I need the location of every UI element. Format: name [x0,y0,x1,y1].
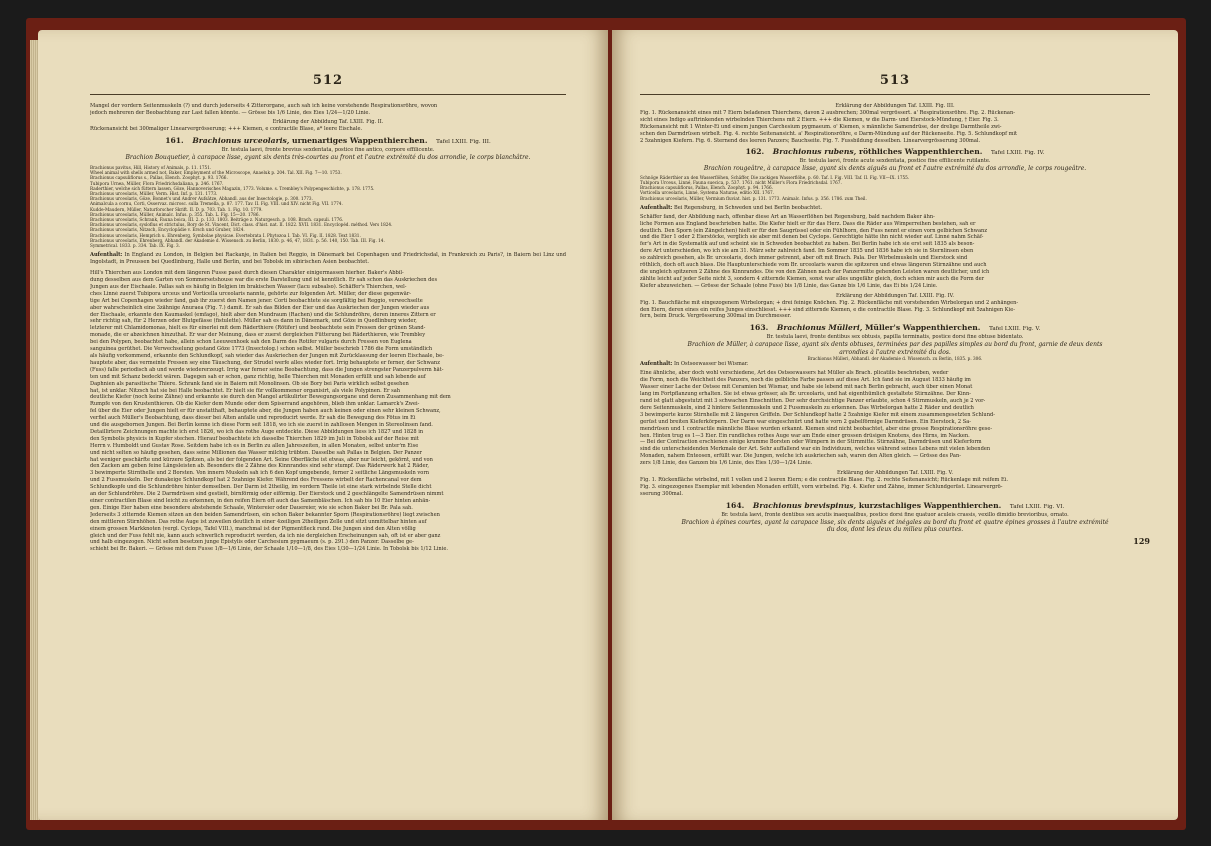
species-number: 161. [165,135,184,145]
text-line: Fig. 1. Rückenfläche wirbelnd, mit 1 vollen und 2 leeren Eiern; e die contractile Blase. Fig. 2. rechte Seitenansicht; Rückenlage mit reifem Ei. [640,476,1008,483]
species-latin-name: Brachionus urceolaris, [192,135,290,145]
text-line: dere Seitenmuskeln, sind 2 hintere Seitenmuskeln und 2 Fussmuskeln zu erkennen. Das Wirbelorgan hatte 2 Räder und deutlich [640,404,974,411]
text-line: Mangel der vordern Seitenmuskeln (?) und durch jederseits 4 Zitterorgane, auch sah ich keine vorstehende Respirationsröhre, wovon [90,103,438,109]
synonymy-list [90,165,566,248]
right-page [612,30,1178,820]
species-german-name: röthliches Wappenthierchen. [858,147,983,157]
text-line: schieht bei Br. Bakeri. — Grösse mit dem Fusse 1/8—1/6 Linie, der Schaale 1/10—1/8, des Eies 1/30—1/24 Linie. In Tobolsk bis 1/12 Linie. [90,546,448,553]
synonymy-entry: Brachionus urceolaris, Ehrenberg, Abhandl. der Akademie d. Wissensch. zu Berlin, 1830. p. 46, 47, 1831. p. 56. 140, 150. Tab. III. Fig. 14. [90,237,385,243]
text-line: der Eischaale, erkannte den Kaumaskel (emfago), hielt aber den Mundraum (Rachen) und die Schlundröhre, deren inneres Zittern er [90,311,436,318]
text-line: monade, die er abzeichnen hinzuthat. Er war der Meinung, dass er zuerst dergleichen Fütterung bei Räderthieren, wie Trembley [90,332,426,339]
french-diagnosis: Brachion à épines courtes, ayant la carapace lisse, six dents aiguës et inégales au bord du front et quatre épines grosses à l'autre extrémité du dos, dont les deux du milieu plus courtes. [681,518,1109,534]
french-diagnosis: Brachion Bouquetier, à carapace lisse, ayant six dents très-courtes au front et l'autre extrémité du dos arrondie, le corps blanchâtre. [125,153,531,161]
text-line: röthlich, doch oft auch blass. Die Hauptunterschiede vom Br. urceolaris waren die spitzeren und etwas längeren Stirnzähne und auch [640,262,987,269]
habitat-text: In Ostseewasser bei Wismar. [673,361,749,368]
habitat-label: Aufenthalt: [90,252,123,259]
latin-diagnosis: Br. testula laevi, fronte acute sexdentata, postice fine effilicente rutilante. [799,158,991,165]
synonymy-entry: Brachionus urceolaris, sysloflus et strictulus, Bory de St. Vincent, Dict. class. d'hist. nat. II. 1822. XVII. 1831. Encyclopéd. méthod. Vers 1824. [90,222,393,228]
intro-text [90,103,566,117]
synonymy-entry: Tubipora Urnea, Müller, Flora Friedrichsdaliana, p. 246. 1767. [90,180,224,186]
text-line: Fig. 1. Rückenansicht eines mit 7 Eiern beladenen Thierchens, davon 2 ausbrechen; 300mal vergrössert. a' Respirationsröhre. Fig. 2. Rückenan- [640,109,1015,116]
text-line: und nicht selten so häufig gesehen, dass seine Millionen das Wasser milchig trübten. Dasselbe sah Pallas in Belgien. Der Panzer [90,449,422,456]
text-line: den Zacken am geben feine Längsleisten ab. Besonders die 2 Zähne des Kinnrandes sind sehr stumpf. Das Räderwerk hat 2 Räder, [90,463,430,470]
text-line: Jederseits 3 zitternde Kiemen sitzen an den beiden Samendrüsen, ein schon Baker bekannter Sporn (Respirationsröhre) liegt zwischen [90,511,440,518]
species-german-name: Müller's Wappenthierchen. [865,323,981,333]
text-line: 3 bewimperte Stirnthelle und 2 Borsten. Von innern Muskeln sah ich 6 den Kopf umgebende, ferner 2 seitliche Längsmuskeln vorn [90,470,430,477]
synonymy-entry: Brachionus pavitus, Hill, History of Animals, p. 11. 1751. [90,165,212,171]
text-line: hat weniger geschärfte und kürzere Spitzen, als bei der folgenden Art. Seine Oberfläche ist etwas, aber nur leicht, gekörnt, und von [90,456,433,463]
text-line: zählte leicht auf jeder Seite nicht 3, sondern 4 zitternde Kiemen, sonst war alles ungefähr gleich, doch schien mir auch die Form der [640,275,985,282]
explanation-title: Erklärung der Abbildungen Taf. LXIII. Fig. III. [835,103,955,109]
habitat [640,205,1150,212]
species-number: 164. [725,500,745,510]
text-line: jedoch mehreren der Beobachtung zur Last fallen könnte. — Grösse bis 1/6 Linie, des Eies 1/24—1/20 Linie. [90,109,371,116]
text-line: Brachionus capsuliflorus, Pallas, Elench. Zoophyt. p. 94. 1766. [640,185,773,191]
text-line: gleich und der Fuss fehlt nie, kann auch schwerlich reproducirt werden, da ich nie dergleichen Erscheinungen sah, oft ist er aber ganz [90,532,441,539]
text-line: sind die unterscheidenden Merkmale der Art. Sehr auffallend war ein Individuum, welches während seines Lebens mit vielen lebenden [640,446,991,453]
text-line: so zahlreich gesehen, als Br. urceolaris, doch immer getrennt, aber oft mit Brach. Pala. Der Wirbelmuskeln und Eierstock sind [640,255,968,262]
species-heading [640,501,1150,512]
text-line: gerüst und breiten Kieferkörpern. Der Darm war eingeschnürt und hatte vorn 2 gabelförmige Darmdrüsen. Ein Eierstock, 2 Sa- [640,418,971,425]
text-line: Vorticella urceolaris, Linné, Systema Naturae, editio XII. 1767. [640,190,775,196]
species-latin-name: Brachionus rubens, [772,147,857,157]
habitat-label: Aufenthalt: [640,361,673,368]
body-text [640,370,1150,467]
text-line: ten und mit Schanz bedeckt wären. Dagegen sah er schon, ganz richtig, helle Thierchen mit Monaden erfüllt und sah lebende auf [90,373,426,380]
plate-reference: Tafel LXIII. Fig. VI. [1009,503,1065,510]
explanation-text [640,300,1150,321]
text-line: Jungen aus der Eischaale. Pallas sah es häufig in Belgien im brakischen Wasser (lacu subsalso). Schäffer's Thierchen, wel- [90,283,407,290]
body-text [640,214,1150,290]
text-line: Schäffer fand, der Abbildung nach, offenbar diese Art an Wasserflöhen bei Regensburg, bald nachdem Baker ähn- [640,213,935,220]
synonymy-entry: Brachionus urceolaris, Müller, Animalc. Infus. p. 355. Tab. L. Fig. 15—20. 1786. [90,211,260,217]
explanation-title: Erklärung der Abbildung Taf. LXIII. Fig. II. [272,118,384,125]
text-line: aber wahrscheinlich eine 3zähnige Anuraea (Fig. 7.) damit. Er sah das Bilden der Eier und das Auskriechen der Jungen wieder aus [90,304,430,311]
text-line: Fig. 1. Bauchfläche mit eingezogenem Wirbelorgan; + drei feinige Knöchen. Fig. 2. Rückenfläche mit vorstehenden Wirbelorgan und 2 anhängen- [640,299,1019,306]
species-german-name: urnenartiges Wappenthierchen. [292,135,428,145]
text-line: verfiel auch Müller's Beobachtung, dass dieser bei Alten anfalle und reproducirt werde. Er sah die Bewegung des Fötus im Ei [90,415,416,422]
synonymy-entry: Brachionus urceolaris, Schrank, Fauna boica, III. 2. p. 133. 1803. Beiträge z. Naturgesch. p. 108. Brach. capsuli. 1776. [90,217,344,223]
text-line: sicht eines Indigo auftrinkenden wirbelnden Thierchens mit 2 Eiern. +++ die Kiemen, w die Darm- und Eierstock-Mündung, † Eier. Fig. 3. [640,116,999,123]
text-line: dere Art unterschieden, wo ich sie am 31. März sehr zahlreich fand. Im Sommer 1835 und 1836 habe ich sie in Sternlinsen eben [640,248,974,255]
synonymy-entry: Brachionus urceolaris, Göze, Bonnet's und Andrer Aufsätze, Abhandl. aus der Insectologie, p. 300. 1773. [90,196,313,202]
text-line: bei den Polypen, beobachtet habe, allein schon Leeuwenhoek sah den Darm des Rotifer vulgaris durch Fressen von Euglena [90,339,412,346]
text-line: (Fuss) falle periodisch ab und werde wiedererzeugt. Irrig war ferner seine Beobachtung, dass die Jungen strengster Panzerpulverm hät- [90,366,444,373]
explanation-text [640,110,1150,145]
text-line: Hill's Thierchen aus London mit dem längeren Fusse passt durch diesen Charakter einigermassen hierher. Baker's Abbil- [90,270,404,277]
text-line: als häufig vorkommend, erkannte den Schlundkopf, sah wieder das Auskriechen der Jungen mit Zurücklassung der leeren Eischaale, be- [90,352,444,359]
species-heading [640,147,1150,158]
text-line: ches Linné zuerst Tubipora urceus und Vorticella urceolaris nannte, gehörte zur folgenden Art. Müller, der diese gegenwär- [90,290,411,297]
text-line: 2 5zahnigen Kiefern. Fig. 6. Sternend des leeren Panzers; Bauchseite. Fig. 7. Fussbildung desselben. Linearvergrösserung 300mal. [640,137,981,144]
text-line: fer's Art in die Systematik auf und scheint sie in Schweden beobachtet zu haben. Bei Berlin habe ich sie erst seit 1835 als beson- [640,241,975,248]
page-number: 512 [312,73,344,88]
text-line: den mittleren Stirnhöhen. Das rothe Auge ist zuweilen deutlich in einer 4zeiligen 2theiligen Zelle und sitzt unmittelbar hinten auf [90,518,427,525]
species-number: 163. [749,323,769,333]
text-line: und 2 Fussmuskeln. Der dunakeige Schlundkopf hat 2 5zahnige Kiefer. Während des Fressens wirbelt der Rachencanal vor dem [90,477,422,484]
explanation-text: Rückenansicht bei 300maliger Linearvergrösserung; +++ Kiemen, e contractile Blase, a* leere Eischale. [90,125,363,132]
explanation-title: Erklärung der Abbildungen Taf. LXIII. Fig. V. [837,470,953,477]
text-line: mendrüsen und 1 contractile männliche Blase wurden erkannt. Kiemen sind nicht beobachtet, aber eine grosse Respirationsröhre gese- [640,425,993,432]
text-line: fel über die Eier oder Jungen hielt er für unstatthaft, behauptete aber, die Jungen haben auch keinen oder einen sehr kleinen Schwanz, [90,408,441,415]
synonymy-entry: Brachionus Mülleri, Abhandl. der Akademie d. Wissensch. zu Berlin, 1835. p. 306. [807,356,983,362]
text-line: und die Eier 1 oder 2 Eierstöcke, verglich sie aber mit denen bei Cyclops. Gerechtigte hätte ihn nicht wieder auf. Linné nahm Schäf- [640,234,984,241]
synonymy-entry: Brachionus urceolaris, Müller, Verm. Hist. Inf. p. 131. 1773. [90,191,218,197]
species-heading [90,136,566,147]
plate-reference: Tafel LXIII. Fig. IV. [991,150,1045,157]
text-line: letzterer mit Chlamidomonas, hielt es für einerlei mit dem Räderthiere (Rötifer) und beobachtete sein Fressen der grünen Stand- [90,325,426,332]
text-line: Rumpfe von den Krustenthieren. Ob die Kiefer dem Munde oder dem Spiserrand angehören, blieb ihm unklar. Lamarck's Zwei- [90,401,420,408]
text-line: hauptete aber, das vermeinte Fressen sey eine Täuschung, der Strudel werfe alles wieder fort. Irrig behauptete er ferner, der Schwanz [90,359,440,366]
plate-reference: Tafel LXIII. Fig. III. [436,138,491,145]
text-line: hat, ist unklar. Nitzsch hat sie bei Halle beobachtet. Er hielt sie für vollkommener organisirt, als viele Polypinen. Er sah [90,387,401,394]
text-line: Fig. 3. eingezogenes Exemplar mit lebenden Monaden erfüllt, vorn wirbelnd. Fig. 4. Kiefer und Zähne, immer Schlundgerüst. Linearvergrö- [640,483,1003,490]
text-line: sserung 300mal. [640,490,683,497]
header-rule [640,94,1150,95]
text-line: deutliche Kiefer (noch keine Zähne) und erkannte sie durch den Mangel artikulirter Bewegungsorgane und deren Zusammenhang mit dem [90,394,451,401]
explanation-title: Erklärung der Abbildungen Taf. LXIII. Fig. IV. [836,292,954,299]
right-page-content [640,74,1150,545]
explanation-text [640,477,1150,498]
text-line: sehr richtig sah, für 2 Herzen oder Blutgefässe (fistulette). Müller sah es dann in Dänemark, und Göze in Quedlinburg wieder, [90,318,417,325]
latin-diagnosis: Br. testula laevi, fronte brevius sexdentata, postice fine antico, corpore effilicente. [221,146,435,153]
synonymy-list [640,175,1150,201]
synonymy-entry: Raderthier, welche sich füttern lassen, Göze, Hannoverisches Magazin, 1773. Volume. s. Trembley's Polypengeschichte, p. 178. 1775. [90,185,375,191]
text-line: Tubipora Urceus, Linné, Fauna suecica, p. 537. 1761. nicht Müller's Flora Friedrichsdal. 1767. [640,180,842,186]
text-line: Daphnien als parasitische Thiere. Schrank fand sie in Baiern mit Monolinsen. Ob sie Bory bei Paris wirklich selbst gesehen [90,380,409,387]
latin-diagnosis: Br. testula laevi, fronte dentibus sex obtusis, papilla terminatis, postice dorsi fine obtuse bidentato. [766,334,1024,341]
left-page-content [90,74,566,553]
text-line: 3 bewimperte kurze Stirnhelle mit 2 längeren Griffeln. Der Schlundkopf hatte 2 5zahnige Kiefer mit einem zusammengesetzten Schlund- [640,411,995,418]
text-line: rand ist glatt abgestutzt mit 3 schwachen Einschnitten. Der sehr durchsichtige Panzer erlaubte, schon 4 Stirnmuskeln, auch je 2 vor- [640,398,986,404]
habitat-text: In England zu London, in Belgien bei Rackanje, in Italien bei Reggio, in Dänemark bei Copenhagen und Friedrichsdal, in Frankreich zu Paris?, in Baiern bei Linz und Ingolstadt, in Preussen bei Quedlinburg, Halle und Berlin, und bei Tobolsk im sibirischen Asien beobachtet. [90,252,567,266]
text-line: deutlich. Den Sporn (ein Zängelchen) hielt er für den Saugrüssel oder ein Fühlhorn, den Fuss nennt er einen vorn gelbichen Schwanz [640,227,988,234]
signature-number: 129 [1133,535,1150,546]
text-line: Monaden, nahem Enteosen, erfüllt war. Die Jungen, welche ich auskriechen sah, waren den Alten gleich. — Grösse des Pan- [640,453,961,460]
text-line: tige Art bei Copenhagen wieder fand, gab ihr zuerst den Namen jener. Corti beobachtete sie sorgfältig bei Reggio, verwechselte [90,297,423,304]
synonymy-entry: Brachionus urceolaris, Nitzsch, Encyclopädie v. Ersch und Gruber, 1824. [90,227,245,233]
text-line: liche Formen aus England beschrieben hatte. Die Kiefer hielt er für das Herz. Dass die Räder aus Wimperreihen bestehen, sah er [640,220,976,227]
french-diagnosis: Brachion rougeâtre, à carapace lisse, ayant six dents aiguës au front et l'autre extrémité du dos arrondie, le corps rougeâtre. [703,165,1087,173]
text-line: die Form, noch die Weichheit des Panzers, noch die gelbliche Farbe passen auf diese Art. Ich fand sie im August 1833 häufig im [640,377,971,384]
synonymy-entry: Kudde-Maudern, Müller, Naturforscher Skrift. II. D. p. 703. Tab. 1. Fig. 10. 1779. [90,206,263,212]
text-line: Wasser einer Lache der Ostsee mit Ceramien bei Wismar, und habe sie lebend mit nach Berlin gebracht, auch über einen Monat [640,384,973,391]
text-line: lang im Fortpflanzung erhalten. Sie ist etwas grösser, als Br. urceolaris, und hat eigenthümlich gestaltete Stirnzähne. Der Kinn- [640,391,971,398]
species-heading [640,323,1150,334]
text-line: hen. Hinten trug es 1—3 Eier. Ein rundliches rothes Auge war am Ende einer grossen drüsigen Knotens, des Hirns, im Nacken. [640,432,970,439]
text-line: und die ausgebornen Jungen. Bei Berlin kenne ich diese Form seit 1818, wo ich sie zuerst in zahllosen Mengen in Stereolinsen fand. [90,422,433,429]
text-line: Rückenansicht mit 1 Winter-Ei und einem jungen Carchesium pygmaeum. o' Kiemen, s männliche Samendrüse, der drelige Darmtheile zwi- [640,123,1002,130]
habitat [90,252,566,266]
body-text [90,270,566,553]
text-line: Schnöge Räderthier an den Wasserflöhen, Schäffer, Die zackigen Wasserflöhe, p. 60. Taf. I. Fig. VIII. Taf. II. Fig. VII—IX. 1755. [640,174,910,180]
synonymy-entry: Symmetrical. 1833. p. 334. Tab. IX. Fig. 3. [90,243,181,249]
text-line: Detaillirtere Zeichnungen machte ich erst 1826, wo ich das rothe Auge entdeckte. Diese Abbildungen liess ich 1827 und 1828 in [90,428,424,435]
text-line: einem grossen Markknoten (vergl. Cyclops, Tafel VIII.), manchmal ist der Pigmentfleck rund. Die Jungen sind den Alten völlig [90,525,416,532]
habitat-text: Bei Regensburg, in Schweden und bei Berlin beobachtet. [673,204,822,211]
text-line: die ungleich spitzeren 2 Zähne des Kinnrandes. Die von den Zähnen nach der Panzermitte gehenden Leisten waren deutlicher, und ich [640,269,990,276]
synonymy-entry: Animalcula a cornu, Corti, Osservaz. microsc. sulla Tremella, p. 87. 177. Tav. II. Fig. VIII. und XIV. nicht Fig. VII. 1774. [90,201,343,207]
latin-diagnosis: Br. testula laevi, fronte dentibus sex acutis inaequalibus, postice dorsi fine quatuor aculeis crassis, vexillo dimidio brevioribus, ornato. [721,511,1069,518]
synonymy-entry: Brachionus urceolaris, Hemprich u. Ehrenberg, Symbolae physicae. Evertebrata I. Phytozoa I. Tab. VI. Fig. II. 1828. Text 1831. [90,232,361,238]
text-line: Schlundkopfe und die Schlundröhre hinter demselben. Der Darm ist 2theilig, im vordern Theile ist eine stark wirbelnde Stelle dicht [90,484,432,491]
header-rule [90,94,566,95]
species-german-name: kurzstachliges Wappenthierchen. [858,500,1002,510]
habitat [640,361,1150,368]
plate-reference: Tafel LXIII. Fig. V. [989,326,1041,333]
text-line: dung desselben aus dem Garten von Sommersetshouse war die erste Darstellung und ist kenntlich. Er sah schon das Auskriechen des [90,277,438,283]
text-line: gen. Einige Eier haben eine besondere abstehende Schaale, Wintereier oder Dauereier, wie sie schon Baker bei Br. Pala sah. [90,504,413,511]
text-line: Brachionus urceolaris, Müller, Vermium fluviat. hist. p. 131. 1773. Animalc. Infus. p. 356. 1786. zum Theil. [640,195,867,201]
species-latin-name: Brachionus Mülleri, [776,323,863,333]
species-number: 162. [745,147,765,157]
text-line: an der Schlundröhre. Die 2 Darmdrüsen sind gestielt, birnförmig oder eiförmig. Der Eierstock und 2 geschlängelte Samendrüsen nimmt [90,491,444,498]
text-line: Eine ähnliche, aber doch wohl verschiedene, Art des Ostseewassers hat Müller als Brach. plicatilis beschrieben, weder [640,370,949,377]
species-latin-name: Brachionus brevispinus, [752,500,857,510]
text-line: schen den Darmdrüsen wirbelt. Fig. 4. rechte Seitenansicht. a' Respirationsröhre, e Darm-Mündung auf der Rückenseite. Fig. 5. Schlundkopf mit [640,130,1018,137]
text-line: den Symbolis physicis in Kupfer stechen. Hierauf beobachtete ich dasselbe Thierchen 1829 im Juli in Tobolsk auf der Reise mit [90,435,419,442]
page-number: 513 [879,73,911,88]
text-line: — Bei der Contraction erschienen einige krumme Borsten oder Wimpern in der Stirnmitte. Stirnzähne, Darmdrüsen und Kieferform [640,439,982,446]
french-diagnosis: Brachion de Müller, à carapace lisse, ayant six dents obtuses, terminées par des papilles simples au bord du front, garnie de deux dents arrondies à l'autre extrémité du dos. [687,341,1103,356]
text-line: Kiefer abzuweichen. — Grösse der Schaale (ohne Fuss) bis 1/8 Linie, das Ganze bis 1/6 Linie, das Ei bis 1/24 Linie. [640,282,938,289]
text-line: einer contractilen Blase sind leicht zu erkennen, in den reifen Eiern oft auch das Samenbläschen. Ich sah bis 10 Eier hinten anhän- [90,498,431,504]
text-line: und halb eingezogen. Nicht selten besetzen junge Epistylis oder Carchesium pygmaeum (s. p. 291.) den Panzer. Dasselbe ge- [90,539,414,546]
text-line: sanguinea gerüthet. Die Verwechselung gestand Göze 1773 (Insectolog.) schon selbst. Müller beschrieb 1786 die Form umständlich [90,346,433,353]
text-line: zers 1/8 Linie, des Ganzen bis 1/6 Linie, des Eies 1/30—1/24 Linie. [640,460,813,467]
left-page [38,30,608,820]
habitat-label: Aufenthalt: [640,204,673,211]
text-line: fern, beim Druck. Vergrösserung 300mal im Durchmesser. [640,313,792,320]
text-line: Herrn v. Humboldt und Gustav Rose. Seitdem habe ich es in Berlin zu allen Jahreszeiten, in allen Monaten, selbst unter'm Eise [90,442,419,449]
synonymy-entry: Wheel animal with shells armed not, Baker, Employment of the Microscope, Anaeluk p. 204. Tal. XII. Fig. 7—10. 1753. [90,170,342,176]
synonymy-entry: Brachionus capsuliflorus s., Pallas, Elench. Zoophyt. p. 93. 1766. [90,175,228,181]
text-line: den Eiern, deren eines ein reifes Junges einschliesst. +++ sind zitternde Kiemen, e die contractile Blase. Fig. 3. Schlundkopf mit 5zahnigen Kie- [640,306,1015,313]
